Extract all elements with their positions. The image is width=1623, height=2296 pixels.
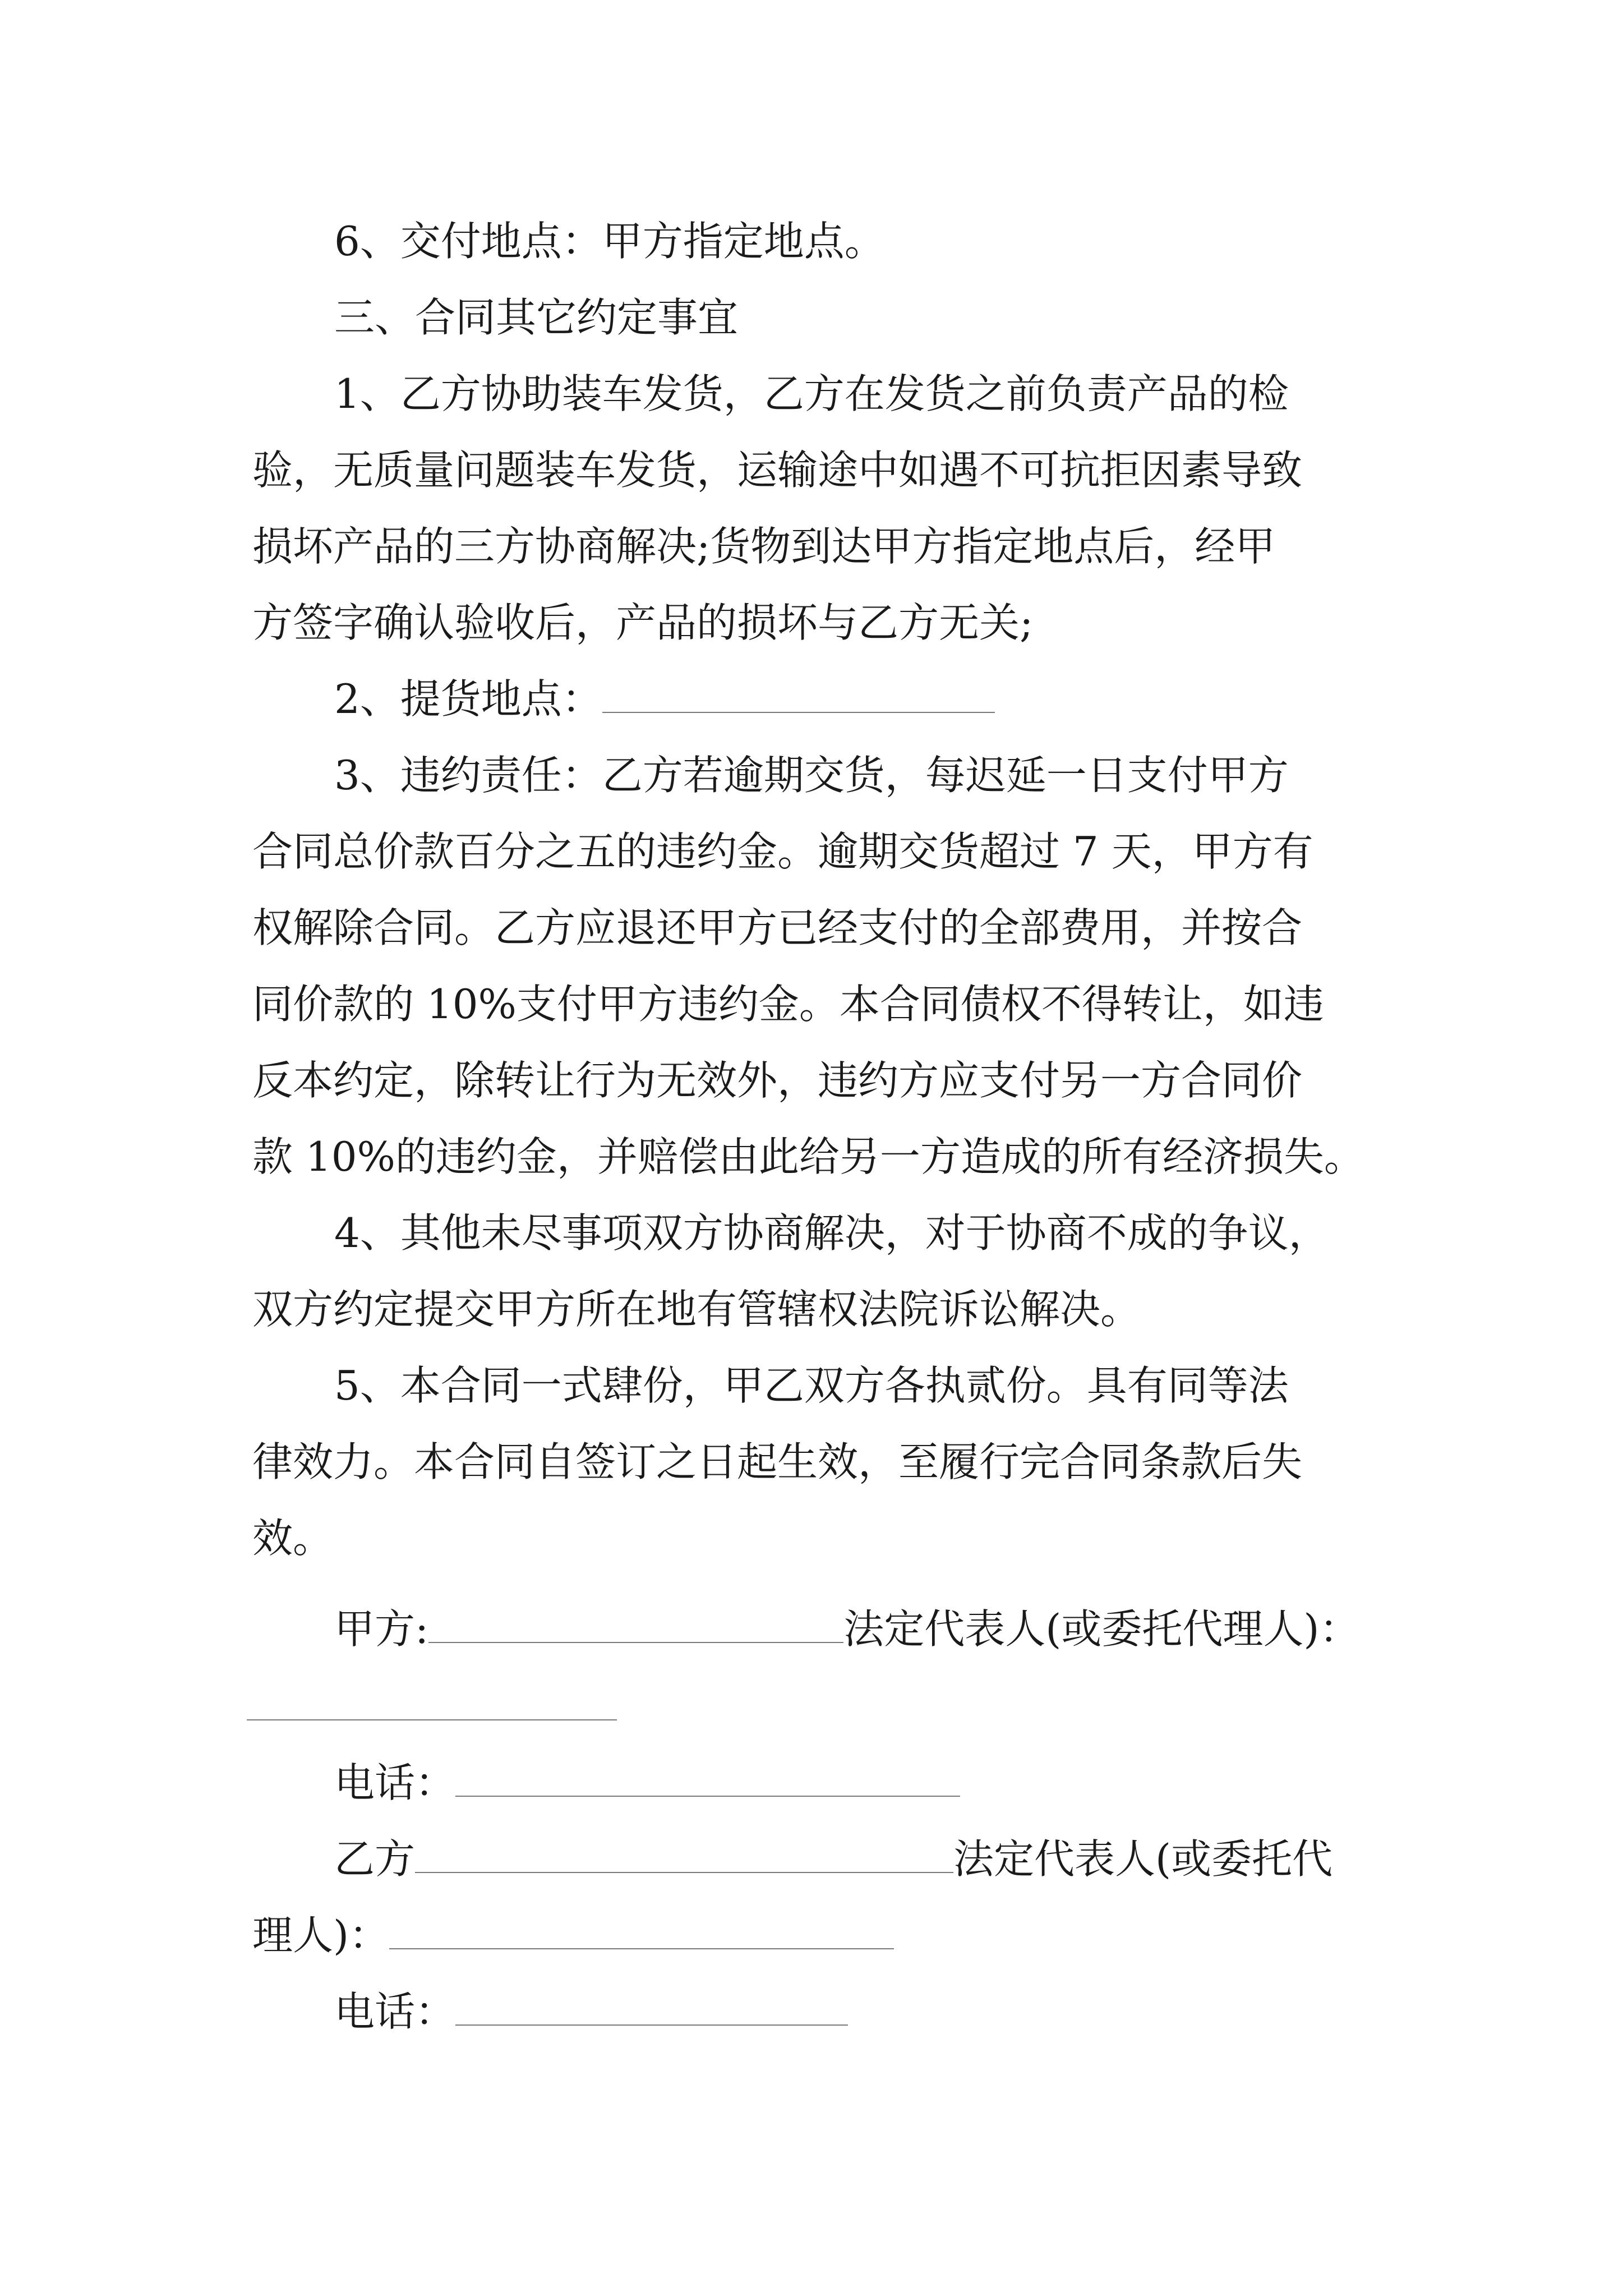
clause-3-4-line-1: 4、其他未尽事项双方协商解决，对于协商不成的争议，	[334, 1209, 1329, 1257]
pickup-location-label: 2、提货地点：	[334, 675, 602, 723]
party-a-signature-line	[334, 1601, 1402, 1657]
party-a-label: 甲方:	[334, 1605, 429, 1653]
clause-3-2-pickup-location	[334, 671, 1402, 727]
clause-3-5-line-1: 5、本合同一式肆份，甲乙双方各执贰份。具有同等法	[334, 1362, 1289, 1409]
party-b-phone-label: 电话：	[334, 1988, 456, 2035]
party-b-signature-line	[334, 1831, 1402, 1887]
party-b-phone-blank	[455, 1989, 848, 2026]
party-a-blank	[428, 1606, 843, 1643]
party-b-rep-blank	[389, 1912, 894, 1949]
party-b-phone-line	[334, 1984, 1402, 2040]
party-a-phone-label: 电话：	[334, 1759, 456, 1806]
party-b-rep-line	[252, 1907, 1402, 1963]
party-a-rep-blank	[247, 1719, 617, 1720]
clause-3-3-line-6: 款 10%的违约金，并赔偿由此给另一方造成的所有经济损失。	[252, 1133, 1364, 1180]
clause-3-3-line-5: 反本约定，除转让行为无效外，违约方应支付另一方合同价	[252, 1057, 1303, 1104]
clause-3-1-line-1: 1、乙方协助装车发货，乙方在发货之前负责产品的检	[334, 370, 1289, 417]
clause-3-5-line-2: 律效力。本合同自签订之日起生效，至履行完合同条款后失	[252, 1438, 1303, 1485]
party-b-rep-label: 法定代表人(或委托代	[953, 1835, 1333, 1883]
clause-3-1-line-2: 验，无质量问题装车发货，运输途中如遇不可抗拒因素导致	[252, 447, 1303, 494]
section-3-heading: 三、合同其它约定事宜	[334, 294, 739, 341]
clause-3-3-line-4: 同价款的 10%支付甲方违约金。本合同债权不得转让，如违	[252, 981, 1324, 1028]
clause-3-4-line-2: 双方约定提交甲方所在地有管辖权法院诉讼解决。	[252, 1286, 1141, 1333]
clause-2-6-delivery-location: 6、交付地点：甲方指定地点。	[334, 218, 885, 265]
clause-3-5-line-3: 效。	[252, 1515, 334, 1562]
clause-3-3-line-3: 权解除合同。乙方应退还甲方已经支付的全部费用，并按合	[252, 904, 1303, 951]
party-a-phone-line	[334, 1755, 1402, 1811]
party-a-rep-label: 法定代表人(或委托代理人)：	[843, 1605, 1360, 1653]
clause-3-1-line-4: 方签字确认验收后，产品的损坏与乙方无关;	[252, 599, 1034, 646]
party-b-blank	[415, 1836, 953, 1873]
clause-3-3-line-1: 3、违约责任：乙方若逾期交货，每迟延一日支付甲方	[334, 752, 1289, 799]
clause-3-1-line-3: 损坏产品的三方协商解决;货物到达甲方指定地点后，经甲	[252, 523, 1276, 570]
party-b-label: 乙方	[334, 1835, 416, 1883]
pickup-location-blank	[602, 676, 995, 713]
clause-3-3-line-2: 合同总价款百分之五的违约金。逾期交货超过 7 天，甲方有	[252, 828, 1313, 875]
party-a-phone-blank	[455, 1760, 960, 1797]
party-b-rep-label-cont: 理人)：	[252, 1912, 390, 1959]
